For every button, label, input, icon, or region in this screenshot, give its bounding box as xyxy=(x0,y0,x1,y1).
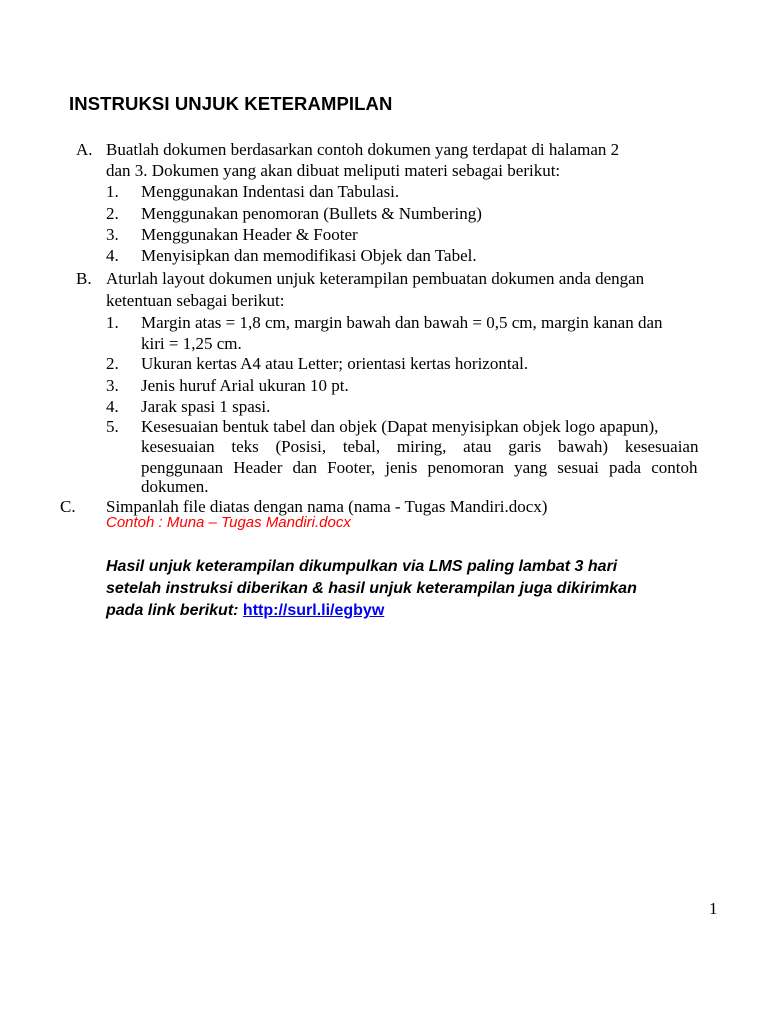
section-b-item5-line4: dokumen. xyxy=(141,477,209,496)
section-a-item-text: Menyisipkan dan memodifikasi Objek dan Tabel. xyxy=(141,246,477,265)
section-b-line1: Aturlah layout dokumen unjuk keterampilan pembuatan dokumen anda dengan xyxy=(106,269,645,288)
section-c-text: Simpanlah file diatas dengan nama (nama - Tugas Mandiri.docx) xyxy=(106,497,548,516)
example-filename: Contoh : Muna – Tugas Mandiri.docx xyxy=(106,514,351,531)
section-b-item4-text: Jarak spasi 1 spasi. xyxy=(141,397,271,416)
submission-link[interactable]: http://surl.li/egbyw xyxy=(242,602,385,619)
page-number: 1 xyxy=(709,899,718,918)
section-a-item-text: Menggunakan Indentasi dan Tabulasi. xyxy=(141,182,400,201)
section-a-line2: dan 3. Dokumen yang akan dibuat meliputi materi sebagai berikut: xyxy=(106,161,561,180)
section-a-label: A. xyxy=(76,140,93,159)
section-b-item2-text: Ukuran kertas A4 atau Letter; orientasi kertas horizontal. xyxy=(141,354,529,373)
section-a-item-text: Menggunakan Header & Footer xyxy=(141,225,358,244)
section-b-line2: ketentuan sebagai berikut: xyxy=(106,291,285,310)
section-a-item-num: 4. xyxy=(106,246,119,265)
submission-note-line2: setelah instruksi diberikan & hasil unjuk keterampilan juga dikirimkan xyxy=(106,580,637,597)
section-a-item-num: 1. xyxy=(106,182,119,201)
submission-note-line1: Hasil unjuk keterampilan dikumpulkan via LMS paling lambat 3 hari xyxy=(106,558,618,575)
section-b-item5-line3: penggunaan Header dan Footer, jenis penomoran yang sesuai pada contoh xyxy=(141,458,698,477)
section-c-label: C. xyxy=(60,497,76,516)
submission-note-line3: pada link berikut: xyxy=(106,602,239,619)
section-b-item1-line1: Margin atas = 1,8 cm, margin bawah dan bawah = 0,5 cm, margin kanan dan xyxy=(141,313,663,332)
section-b-item3-text: Jenis huruf Arial ukuran 10 pt. xyxy=(141,376,349,395)
section-b-item-num: 1. xyxy=(106,313,119,332)
section-a-line1: Buatlah dokumen berdasarkan contoh dokumen yang terdapat di halaman 2 xyxy=(106,140,620,159)
section-a-item-num: 3. xyxy=(106,225,119,244)
section-b-item-num: 2. xyxy=(106,354,119,373)
section-a-item-text: Menggunakan penomoran (Bullets & Numbering) xyxy=(141,204,482,223)
section-b-label: B. xyxy=(76,269,92,288)
document-title: INSTRUKSI UNJUK KETERAMPILAN xyxy=(69,93,393,114)
section-b-item-num: 3. xyxy=(106,376,119,395)
section-a-item-num: 2. xyxy=(106,204,119,223)
section-b-item5-line1: Kesesuaian bentuk tabel dan objek (Dapat menyisipkan objek logo apapun), xyxy=(141,417,659,436)
section-b-item5-line2: kesesuaian teks (Posisi, tebal, miring, atau garis bawah) kesesuaian xyxy=(141,437,699,456)
section-b-item1-line2: kiri = 1,25 cm. xyxy=(141,334,242,353)
section-b-item-num: 5. xyxy=(106,417,119,436)
section-b-item-num: 4. xyxy=(106,397,119,416)
